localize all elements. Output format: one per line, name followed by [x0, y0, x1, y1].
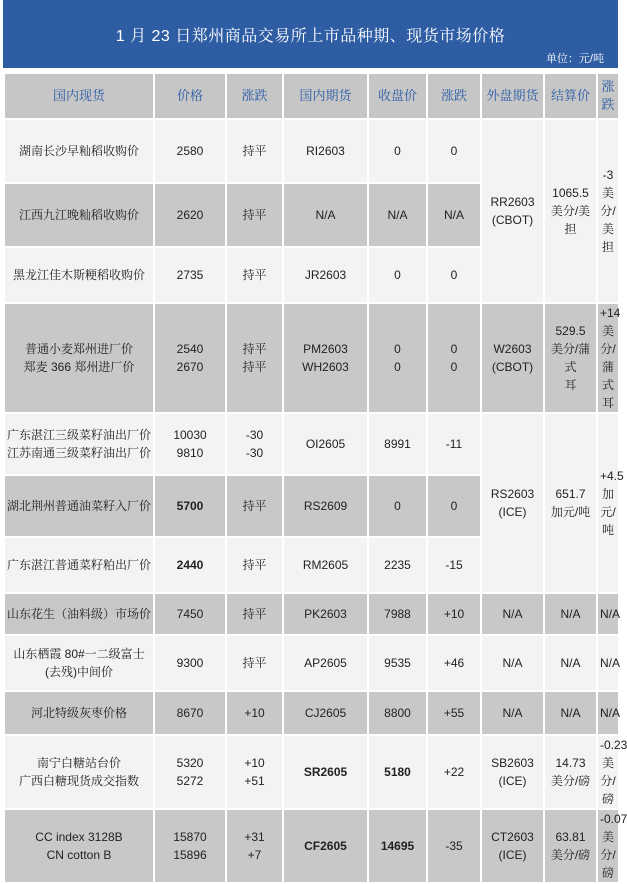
- spot-name: 黑龙江佳木斯粳稻收购价: [4, 247, 154, 303]
- futures-code: AP2605: [283, 635, 368, 691]
- foreign-settle-price: N/A: [544, 593, 597, 635]
- spot-change: 持平: [226, 537, 283, 593]
- table-row: [4, 413, 619, 475]
- col-header-foreign-change: 涨跌: [597, 73, 619, 119]
- futures-code: OI2605: [283, 413, 368, 475]
- title-banner: [3, 0, 618, 70]
- futures-close: 0: [368, 119, 427, 183]
- futures-change: +46: [427, 635, 481, 691]
- foreign-change: +14 美分/蒲式 耳: [597, 303, 619, 413]
- spot-change: 持平: [226, 593, 283, 635]
- spot-name: 湖南长沙早籼稻收购价: [4, 119, 154, 183]
- futures-change: 0 0: [427, 303, 481, 413]
- futures-close: 9535: [368, 635, 427, 691]
- futures-close: 5180: [368, 735, 427, 809]
- foreign-settle-price: 529.5 美分/蒲式 耳: [544, 303, 597, 413]
- spot-price: 9300: [154, 635, 226, 691]
- col-header-domestic-futures: 国内期货: [283, 73, 368, 119]
- futures-code: RI2603: [283, 119, 368, 183]
- spot-name: 山东栖霞 80#一二级富士 (去残)中间价: [4, 635, 154, 691]
- spot-name: 广东湛江普通菜籽粕出厂价: [4, 537, 154, 593]
- futures-close: N/A: [368, 183, 427, 247]
- futures-change: N/A: [427, 183, 481, 247]
- foreign-change: N/A: [597, 593, 619, 635]
- foreign-settle-price: 14.73 美分/磅: [544, 735, 597, 809]
- spot-change: 持平 持平: [226, 303, 283, 413]
- page-title: 1 月 23 日郑州商品交易所上市品种期、现货市场价格: [115, 28, 506, 45]
- price-table: [3, 72, 627, 884]
- spot-price: 5700: [154, 475, 226, 537]
- spot-price: 8670: [154, 691, 226, 735]
- foreign-futures-code: N/A: [481, 691, 544, 735]
- futures-code: RS2609: [283, 475, 368, 537]
- futures-close: 2235: [368, 537, 427, 593]
- futures-close: 0: [368, 475, 427, 537]
- futures-code: PM2603 WH2603: [283, 303, 368, 413]
- foreign-futures-code: RS2603 (ICE): [481, 413, 544, 593]
- futures-code: SR2605: [283, 735, 368, 809]
- spot-name: 山东花生（油料级）市场价: [4, 593, 154, 635]
- table-row: [4, 635, 619, 691]
- spot-change: -30 -30: [226, 413, 283, 475]
- spot-name: 湖北荆州普通油菜籽入厂价: [4, 475, 154, 537]
- spot-price: 2580: [154, 119, 226, 183]
- foreign-futures-code: RR2603 (CBOT): [481, 119, 544, 303]
- spot-change: 持平: [226, 119, 283, 183]
- spot-price: 2620: [154, 183, 226, 247]
- foreign-futures-code: SB2603 (ICE): [481, 735, 544, 809]
- futures-code: CF2605: [283, 809, 368, 883]
- spot-price: 2735: [154, 247, 226, 303]
- foreign-change: N/A: [597, 691, 619, 735]
- spot-name: 南宁白糖站台价 广西白糖现货成交指数: [4, 735, 154, 809]
- futures-code: N/A: [283, 183, 368, 247]
- spot-change: +10 +51: [226, 735, 283, 809]
- futures-change: 0: [427, 475, 481, 537]
- foreign-settle-price: N/A: [544, 691, 597, 735]
- col-header-foreign-futures: 外盘期货: [481, 73, 544, 119]
- spot-name: 江西九江晚籼稻收购价: [4, 183, 154, 247]
- spot-change: +10: [226, 691, 283, 735]
- futures-change: +10: [427, 593, 481, 635]
- spot-price: 5320 5272: [154, 735, 226, 809]
- futures-code: PK2603: [283, 593, 368, 635]
- futures-close: 14695: [368, 809, 427, 883]
- foreign-change: +4.5 加元/吨: [597, 413, 619, 593]
- spot-price: 2440: [154, 537, 226, 593]
- unit-label: 单位：元/吨: [545, 53, 604, 65]
- futures-code: JR2603: [283, 247, 368, 303]
- spot-change: +31 +7: [226, 809, 283, 883]
- table-row: [4, 303, 619, 413]
- futures-code: CJ2605: [283, 691, 368, 735]
- foreign-settle-price: N/A: [544, 635, 597, 691]
- col-header-settle: 结算价: [544, 73, 597, 119]
- spot-change: 持平: [226, 183, 283, 247]
- spot-change: 持平: [226, 635, 283, 691]
- futures-change: 0: [427, 247, 481, 303]
- foreign-futures-code: N/A: [481, 635, 544, 691]
- table-row: [4, 593, 619, 635]
- table-row: [4, 119, 619, 183]
- foreign-change: -0.07 美分/磅: [597, 809, 619, 883]
- futures-change: -15: [427, 537, 481, 593]
- futures-change: -11: [427, 413, 481, 475]
- col-header-change: 涨跌: [226, 73, 283, 119]
- table-row: [4, 691, 619, 735]
- foreign-futures-code: W2603 (CBOT): [481, 303, 544, 413]
- foreign-change: -3 美分/美担: [597, 119, 619, 303]
- table-row: [4, 809, 619, 883]
- spot-price: 7450: [154, 593, 226, 635]
- foreign-futures-code: CT2603 (ICE): [481, 809, 544, 883]
- col-header-close: 收盘价: [368, 73, 427, 119]
- futures-change: 0: [427, 119, 481, 183]
- spot-price: 15870 15896: [154, 809, 226, 883]
- futures-close: 0 0: [368, 303, 427, 413]
- col-header-spot: 国内现货: [4, 73, 154, 119]
- spot-name: 河北特级灰枣价格: [4, 691, 154, 735]
- foreign-settle-price: 63.81 美分/磅: [544, 809, 597, 883]
- header-row: [4, 73, 619, 119]
- futures-close: 8991: [368, 413, 427, 475]
- foreign-futures-code: N/A: [481, 593, 544, 635]
- foreign-change: -0.23 美分/磅: [597, 735, 619, 809]
- col-header-price: 价格: [154, 73, 226, 119]
- futures-close: 8800: [368, 691, 427, 735]
- spot-price: 10030 9810: [154, 413, 226, 475]
- futures-close: 7988: [368, 593, 427, 635]
- spot-name: 广东湛江三级菜籽油出厂价 江苏南通三级菜籽油出厂价: [4, 413, 154, 475]
- spot-change: 持平: [226, 475, 283, 537]
- futures-change: +55: [427, 691, 481, 735]
- spot-name: 普通小麦郑州进厂价 郑麦 366 郑州进厂价: [4, 303, 154, 413]
- table-row: [4, 735, 619, 809]
- futures-change: -35: [427, 809, 481, 883]
- col-header-futures-change: 涨跌: [427, 73, 481, 119]
- futures-close: 0: [368, 247, 427, 303]
- foreign-change: N/A: [597, 635, 619, 691]
- foreign-settle-price: 1065.5 美分/美担: [544, 119, 597, 303]
- futures-change: +22: [427, 735, 481, 809]
- futures-code: RM2605: [283, 537, 368, 593]
- spot-change: 持平: [226, 247, 283, 303]
- spot-price: 2540 2670: [154, 303, 226, 413]
- spot-name: CC index 3128B CN cotton B: [4, 809, 154, 883]
- foreign-settle-price: 651.7 加元/吨: [544, 413, 597, 593]
